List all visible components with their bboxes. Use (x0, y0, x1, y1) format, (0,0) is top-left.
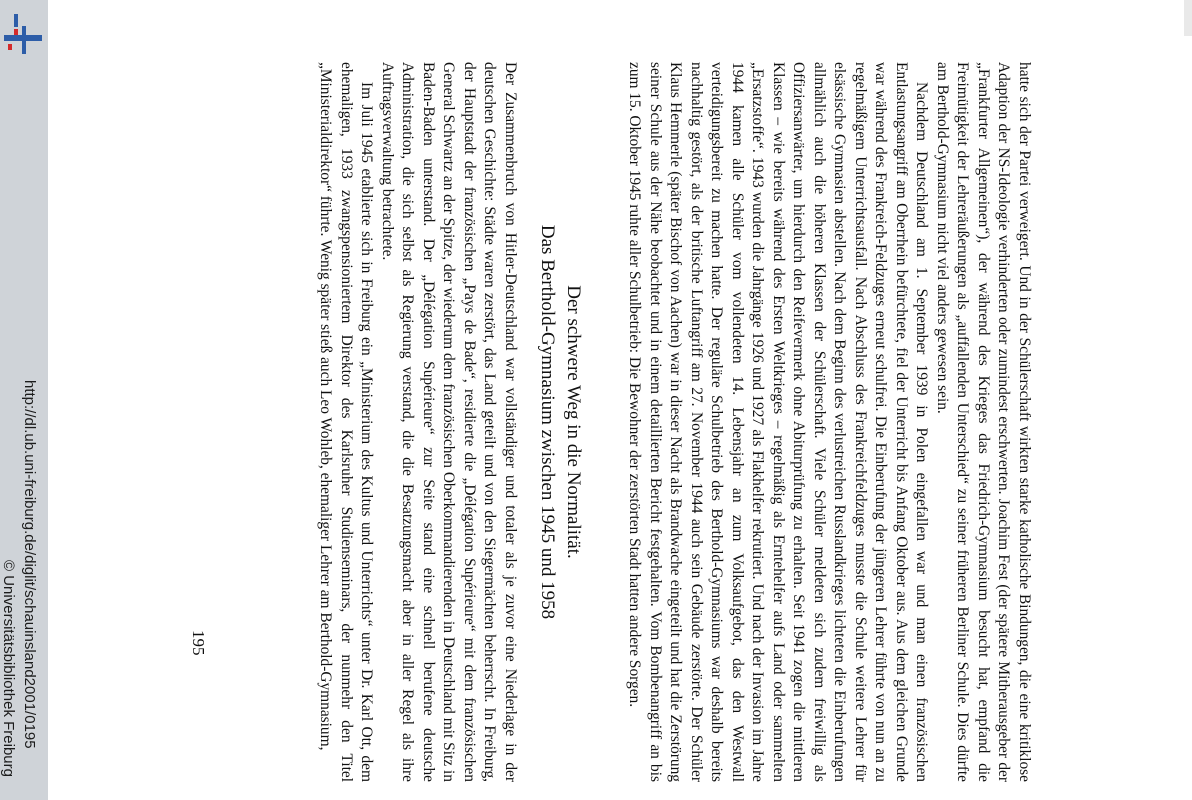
scanned-page (154, 62, 1034, 782)
paragraph: Nachdem Deutschland am 1. September 1939 in Polen eingefallen war und man einen französischen Entlastungsangriff am Oberrhein befürchtete, fiel der Unterricht bis Anfang Oktober aus. Aus dem gleichen Grunde war während des Frankreich-Feldzuges erneut schulfrei. Die Einberufung der jüngeren Lehrer führte von nun an zu regelmäßigem Unterrichtsausfall. Nach Abschluss des Frankreichfeldzuges musste die Schule weitere Lehrer für elsässische Gymnasien abstellen. Nach dem Beginn des verlustreichen Russlandkrieges lichteten die Einberufungen allmählich auch die höheren Klassen der Schülerschaft. Viele Schüler meldeten sich zudem freiwillig als Offiziersanwärter, um hierdurch den Reifevermerk ohne Abiturprüfung zu erhalten. Seit 1941 zogen die mittleren Klassen – wie bereits während des Ersten Weltkrieges – regelmäßig als Erntehelfer aufs Land oder sammelten „Ersatzstoffe“. 1943 wurden die Jahrgänge 1926 und 1927 als Flakhelfer rekrutiert. Und nach der Invasion im Jahre 1944 kamen alle Schüler vom vollendeten 14. Lebensjahr an zum Volksaufgebot, das den Westwall verteidigungsbereit zu machen hatte. Der reguläre Schulbetrieb des Berthold-Gymnasiums war deshalb bereits nachhaltig gestört, als der britische Luftangriff am 27. November 1944 auch sein Gebäude zerstörte. Der Schüler Klaus Hemmerle (später Bischof von Aachen) war in dieser Nacht als Brandwache eingeteilt und hat die Zerstörung seiner Schule aus der Nähe beobachtet und in einem detaillierten Bericht festgehalten. Vom Bombenangriff an bis zum 15. Oktober 1945 ruhte aller Schulbetrieb: Die Bewohner der zerstörten Stadt hatten andere Sorgen. (626, 62, 931, 782)
source-url-link[interactable]: http://dl.ub.uni-freiburg.de/diglit/schauinsland2001/0195 (21, 380, 38, 749)
heading-line: Das Berthold-Gymnasium zwischen 1945 und 1958 (537, 224, 558, 620)
page-number: 195 (189, 630, 208, 656)
heading-line: Der schwere Weg in die Normalität. (563, 285, 584, 559)
paragraph: Der Zusammenbruch von Hitler-Deutschland war vollständiger und totaler als je zuvor eine Niederlage in der deutschen Geschichte: Städte waren zerstört, das Land geteilt und von den Siegermächten beherrscht. In Freiburg, der Hauptstadt der französischen „Pays de Bade“, residierte die „Délégation Supérieure“ mit dem französischen General Schwartz an der Spitze, der wiederum dem französischen Oberkommandierenden in Deutschland mit Sitz in Baden-Baden unterstand. Der „Délégation Supérieure“ zur Seite stand eine schnell berufene deutsche Administration, die sich selbst als Regierung verstand, die die Besatzungsmacht aber in aller Regel als ihre Auftragsverwaltung betrachtete. (379, 62, 519, 782)
page-edge (1184, 0, 1192, 36)
section-heading (534, 62, 586, 782)
sidebar-caption (0, 0, 48, 800)
viewer-sidebar (0, 0, 48, 800)
paragraph: hatte sich der Partei verweigert. Und in der Schülerschaft wirkten starke katholische Bindungen, die eine kritiklose Adaption der NS-Ideologie verhinderten oder zumindest erschwerten. Joachim Fest (der spätere Mitherausgeber der „Frankfurter Allgemeinen“), der während des Krieges das Friedrich-Gymnasium besucht hat, empfand die Freimütigkeit der Lehreräußerungen als „auffallenden Unterschied“ zu seiner früheren Berliner Schule. Dies dürfte am Berthold-Gymnasium nicht viel anders gewesen sein. (934, 62, 1033, 782)
copyright-notice: © Universitätsbibliothek Freiburg (0, 560, 17, 777)
paragraph: Im Juli 1945 etablierte sich in Freiburg ein „Ministerium des Kultus und Unterrichts“ unter Dr. Karl Ott, dem ehemaligen, 1933 zwangspensioniertem Direktor des Karlsruher Studienseminars, der nunmehr den Titel „Ministerialdirektor“ führte. Wenig später stieß auch Leo Wohleb, ehemaliger Lehrer am Berthold-Gymnasium, (317, 62, 376, 782)
